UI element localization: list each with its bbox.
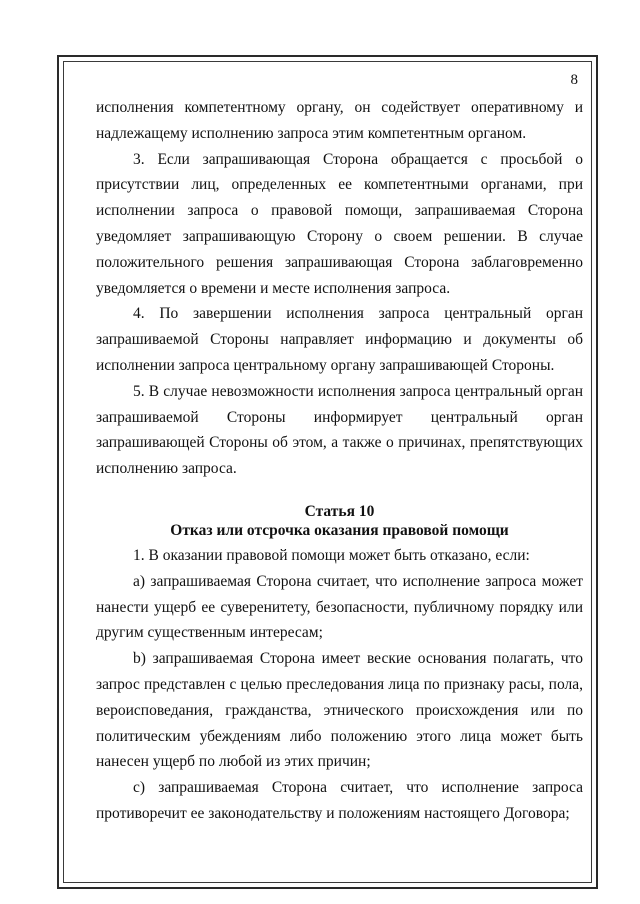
page-number: 8 xyxy=(570,72,578,88)
article-number: Статья 10 xyxy=(304,502,375,520)
article-item-c: c) запрашиваемая Сторона считает, что исполнение запроса противоречит ее законодательству и положениям настоящего Договора; xyxy=(96,779,583,822)
document-body xyxy=(96,95,583,827)
article-paragraph-1: 1. В оказании правовой помощи может быть отказано, если: xyxy=(133,546,530,564)
article-item-a: a) запрашиваемая Сторона считает, что исполнение запроса может нанести ущерб ее суверенитету, безопасности, публичному порядку или другим существенным интересам; xyxy=(96,572,583,642)
paragraph-5: 5. В случае невозможности исполнения запроса центральный орган запрашиваемой Стороны информирует центральный орган запрашивающей Стороны об этом, а также о причинах, препятствующих исполнению запроса. xyxy=(96,382,583,478)
paragraph-continuation: исполнения компетентному органу, он содействует оперативному и надлежащему исполнению запроса этим компетентным органом. xyxy=(96,99,583,142)
paragraph-4: 4. По завершении исполнения запроса центральный орган запрашиваемой Стороны направляет информацию и документы об исполнении запроса центральному органу запрашивающей Стороны. xyxy=(96,305,583,374)
paragraph-3: 3. Если запрашивающая Сторона обращается с просьбой о присутствии лиц, определенных ее компетентными органами, при исполнении запроса о правовой помощи, запрашиваемая Сторона уведомляет запрашивающую Сторону о своем решении. В случае положительного решения запрашивающая Сторона заблаговременно уведомляется о времени и месте исполнения запроса. xyxy=(96,150,583,297)
article-title: Отказ или отсрочка оказания правовой помощи xyxy=(170,521,509,539)
article-item-b: b) запрашиваемая Сторона имеет веские основания полагать, что запрос представлен с целью преследования лица по признаку расы, пола, вероисповедания, гражданства, этнического происхождения или по политическим убеждениям либо положению этого лица может быть нанесен ущерб по любой из этих причин; xyxy=(96,650,583,771)
